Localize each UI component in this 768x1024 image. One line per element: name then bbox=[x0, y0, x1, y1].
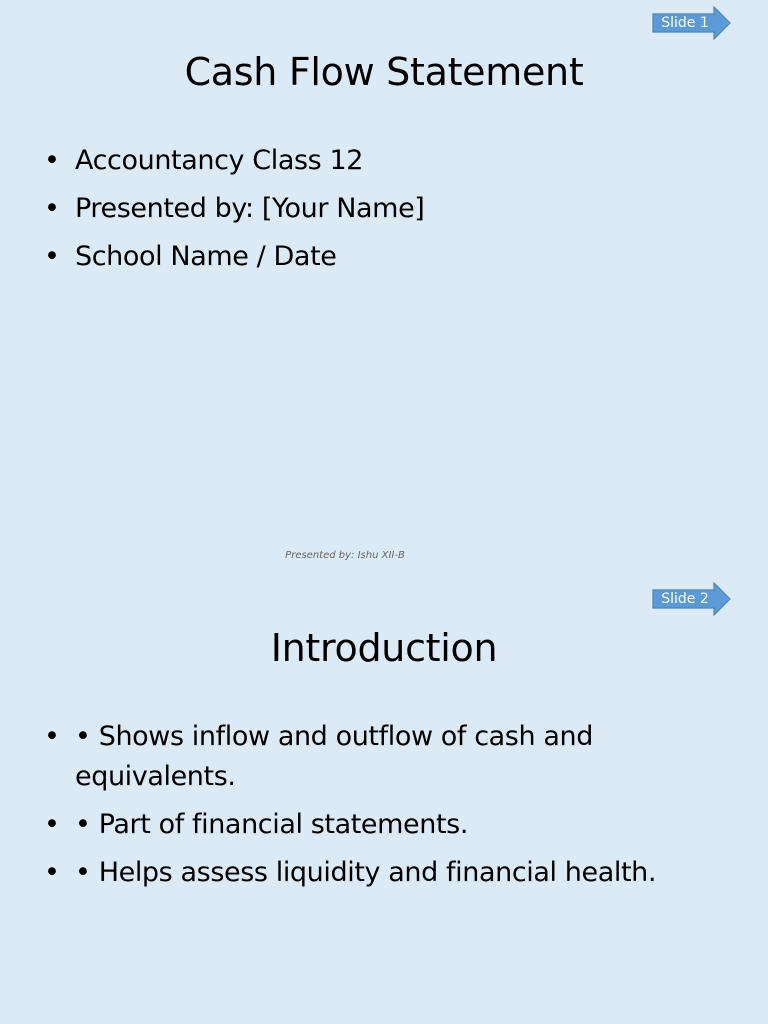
slide-2-title: Introduction bbox=[270, 626, 498, 670]
bullet-item bbox=[44, 141, 724, 181]
slide-2 bbox=[0, 576, 768, 1024]
bullet-text: Accountancy Class 12 bbox=[75, 145, 364, 176]
bullet-text: • Part of financial statements. bbox=[75, 809, 469, 840]
slide-2-bullet-list bbox=[44, 717, 724, 901]
bullet-item bbox=[44, 237, 724, 277]
slide-1-bullet-list bbox=[44, 141, 724, 285]
bullet-marker: • bbox=[44, 809, 60, 840]
slide-1-title: Cash Flow Statement bbox=[184, 50, 584, 94]
bullet-text: • Shows inflow and outflow of cash and equivalents. bbox=[75, 721, 593, 792]
slide-1-badge[interactable] bbox=[652, 6, 732, 40]
slide-2-badge[interactable] bbox=[652, 582, 732, 616]
slide-1-badge-label: Slide 1 bbox=[661, 15, 709, 31]
bullet-marker: • bbox=[44, 857, 60, 888]
bullet-item bbox=[44, 853, 724, 893]
slide-2-badge-label: Slide 2 bbox=[661, 591, 709, 607]
bullet-marker: • bbox=[44, 241, 60, 272]
bullet-marker: • bbox=[44, 193, 60, 224]
bullet-item bbox=[44, 805, 724, 845]
bullet-marker: • bbox=[44, 145, 60, 176]
bullet-text: Presented by: [Your Name] bbox=[75, 193, 425, 224]
bullet-item bbox=[44, 189, 724, 229]
bullet-marker: • bbox=[44, 721, 60, 752]
bullet-text: • Helps assess liquidity and financial health. bbox=[75, 857, 657, 888]
bullet-text: School Name / Date bbox=[75, 241, 337, 272]
bullet-item bbox=[44, 717, 724, 797]
slide-1-footer: Presented by: Ishu XII-B bbox=[285, 550, 405, 561]
